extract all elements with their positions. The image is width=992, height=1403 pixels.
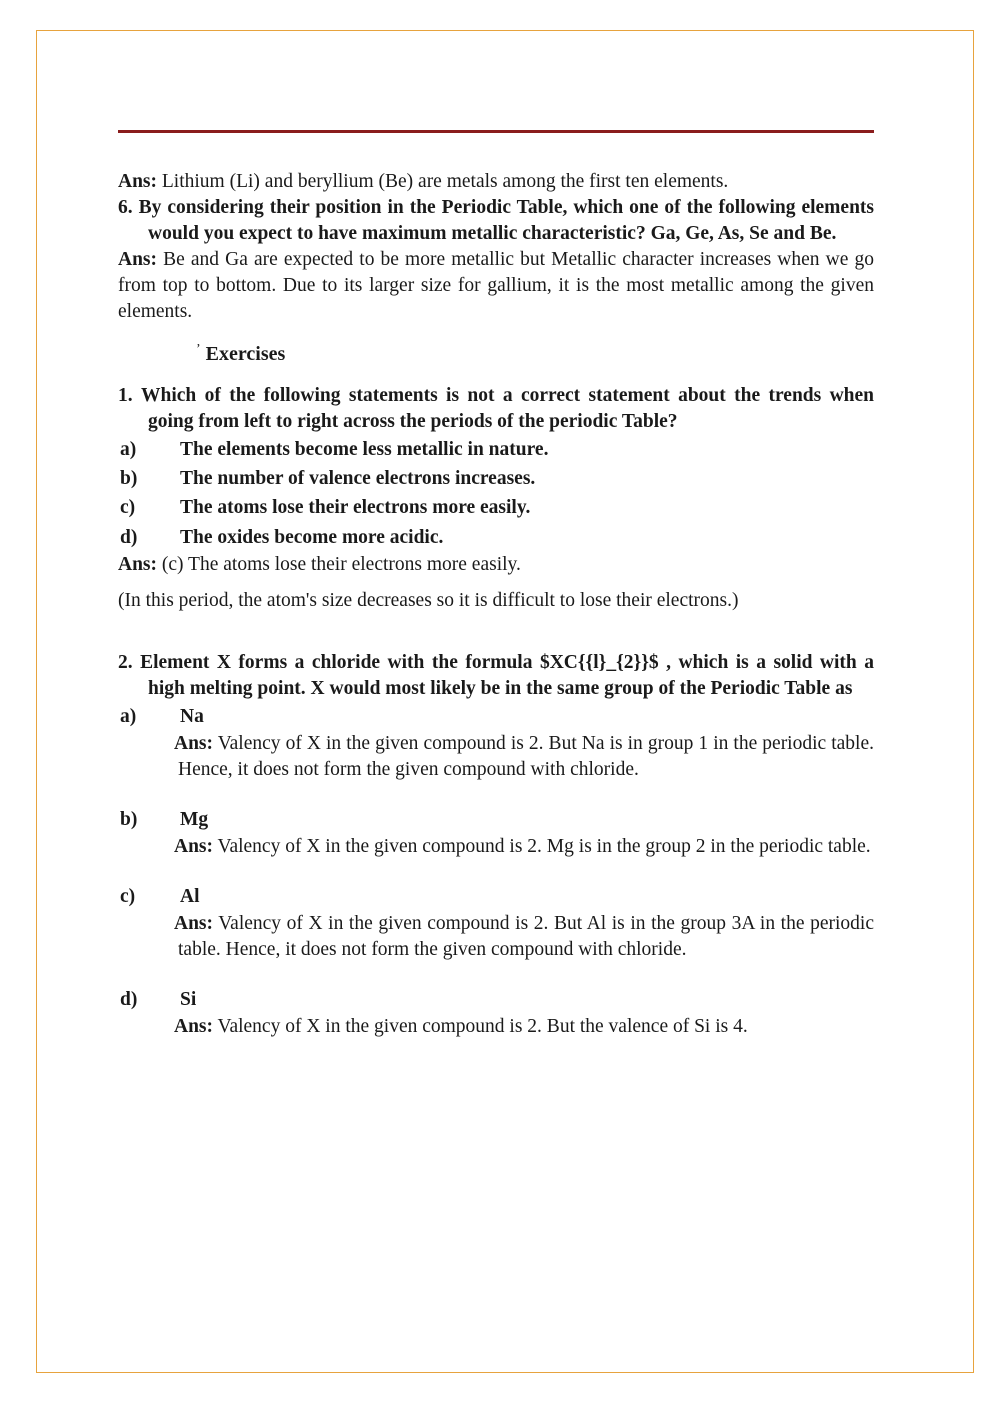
question-2-option-b (118, 805, 874, 834)
question-2-option-d-answer (118, 1014, 874, 1040)
q5-answer (118, 169, 874, 195)
question-2-option-a (118, 702, 874, 731)
exercises-heading (118, 341, 874, 368)
question-1-option-d-text: The oxides become more acidic. (180, 526, 444, 548)
question-2-option-b-answer (118, 834, 874, 860)
question-1-option-c-text: The atoms lose their electrons more easily. (180, 497, 531, 519)
question-6-number: 6. (118, 196, 133, 218)
question-2-option-d-answer-text: Valency of X in the given compound is 2. But the valence of Si is 4. (213, 1016, 748, 1038)
header-rule (118, 130, 874, 133)
question-2-option-c-label: c) (120, 885, 136, 907)
question-1-text: Which of the following statements is not a correct statement about the trends when going from left to right across the periods of the periodic Table? (141, 385, 875, 433)
question-1-answer (118, 552, 874, 578)
q5-answer-label: Ans: (118, 171, 158, 192)
question-1-option-d-label: d) (120, 526, 138, 548)
question-2-text: Element X forms a chloride with the formula $XC{{l}_{2}}$ , which is a solid with a high melting point. X would most likely be in the same group of the Periodic Table as (140, 651, 874, 699)
q5-answer-text: Lithium (Li) and beryllium (Be) are metals among the first ten elements. (157, 171, 729, 192)
question-1-option-a-text: The elements become less metallic in nature. (180, 438, 549, 460)
question-1-option-a-label: a) (120, 438, 137, 460)
question-2-option-a-text: Na (180, 705, 204, 727)
question-1 (118, 383, 874, 435)
question-6-answer-text: Be and Ga are expected to be more metallic but Metallic character increases when we go from top to bottom. Due to its larger size for gallium, it is the most metallic among the given elements. (118, 248, 874, 322)
question-2-option-b-label: b) (120, 808, 138, 830)
exercises-tick: ’ (196, 341, 201, 357)
question-1-option-c (118, 493, 874, 522)
question-2-option-c-answer (118, 911, 874, 963)
page-content (118, 130, 874, 1040)
question-2-number: 2. (118, 651, 133, 673)
question-1-option-d (118, 523, 874, 552)
question-1-note: (In this period, the atom's size decreases so it is difficult to lose their electrons.) (118, 589, 739, 611)
question-6-answer-label: Ans: (118, 248, 158, 270)
question-1-option-b-label: b) (120, 468, 138, 490)
question-2-option-b-answer-text: Valency of X in the given compound is 2. Mg is in the group 2 in the periodic table. (213, 836, 871, 857)
question-6 (118, 195, 874, 247)
question-2-option-c-answer-label: Ans: (174, 913, 214, 935)
question-6-text: By considering their position in the Periodic Table, which one of the following elements would you expect to have maximum metallic characteristic? Ga, Ge, As, Se and Be. (138, 196, 874, 244)
question-2 (118, 650, 874, 702)
question-2-option-b-text: Mg (180, 808, 209, 830)
question-1-option-b (118, 464, 874, 493)
question-2-option-a-answer-text: Valency of X in the given compound is 2. But Na is in group 1 in the periodic table. Hence, it does not form the given compound with chloride. (178, 732, 874, 780)
question-2-option-d (118, 985, 874, 1014)
question-2-option-a-label: a) (120, 705, 137, 727)
question-1-answer-text: (c) The atoms lose their electrons more easily. (157, 553, 521, 575)
question-2-option-b-answer-label: Ans: (174, 836, 214, 857)
question-1-answer-label: Ans: (118, 553, 158, 575)
question-2-option-c-text: Al (180, 885, 200, 907)
question-2-option-c-answer-text: Valency of X in the given compound is 2. But Al is in the group 3A in the periodic table. Hence, it does not form the given compound with chloride. (178, 913, 874, 961)
exercises-heading-text: Exercises (205, 342, 286, 365)
question-1-option-b-text: The number of valence electrons increases. (180, 468, 536, 490)
question-2-option-d-answer-label: Ans: (174, 1016, 214, 1038)
question-2-option-d-label: d) (120, 989, 138, 1011)
question-2-option-c (118, 882, 874, 911)
question-2-option-a-answer (118, 731, 874, 783)
question-2-option-a-answer-label: Ans: (174, 732, 214, 754)
question-1-option-a (118, 435, 874, 464)
question-6-answer (118, 247, 874, 325)
question-1-number: 1. (118, 385, 133, 407)
question-2-option-d-text: Si (180, 989, 197, 1011)
question-1-option-c-label: c) (120, 497, 136, 519)
